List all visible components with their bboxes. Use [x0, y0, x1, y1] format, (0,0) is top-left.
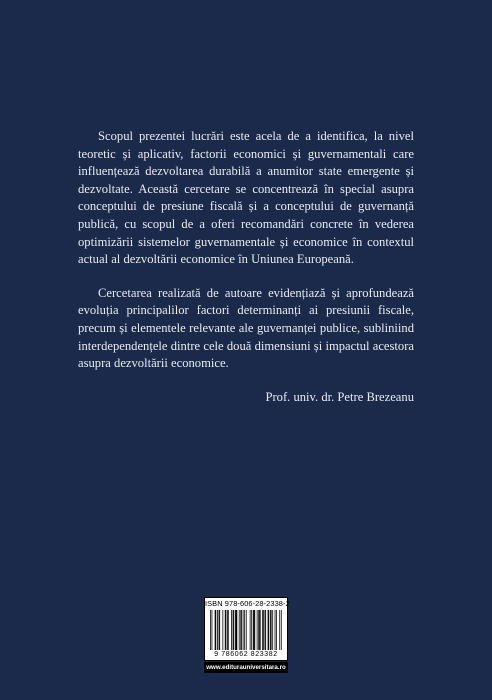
isbn-label: ISBN 978-606-28-2338-2 [205, 599, 290, 608]
blurb-text [78, 128, 414, 406]
barcode-bars [210, 610, 284, 650]
paragraph-1: Scopul prezentei lucrări este acela de a identifica, la nivel teoretic și aplicativ, factorii economici și guvernamentali care influențează dezvoltarea durabilă a anumitor state emergente și dezvoltate. Această cercetare se concentrează în special asupra conceptului de presiune fiscală și a conceptului de guvernanță publică, cu scopul de a oferi recomandări concrete în vederea optimizării sistemelor guvernamentale și economice în contextul actual al dezvoltării economice în Uniunea Europeană. [78, 129, 414, 267]
publisher-url: www.editurauniversitara.ro [204, 662, 288, 673]
barcode [204, 597, 288, 661]
paragraph-2: Cercetarea realizată de autoare evidențiază și aprofundează evoluția principalilor factori determinanți ai presiunii fiscale, precum și elementele relevante ale guvernanței publice, subliniind interdependențele dintre cele două dimensiuni și impactul acestora asupra dezvoltării economice. [78, 285, 414, 371]
barcode-digits: 9 786062 823382 [214, 651, 278, 658]
signature: Prof. univ. dr. Petre Brezeanu [265, 389, 414, 404]
